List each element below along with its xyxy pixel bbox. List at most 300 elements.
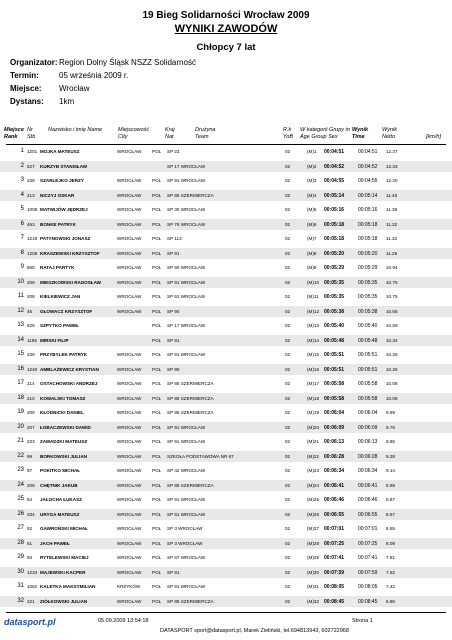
cell-rank: 24 (17, 481, 24, 488)
cell-city: WROCŁAW (117, 250, 142, 256)
cell-yob: 02 (285, 424, 291, 430)
col-netto-header: Wynik Netto (382, 127, 397, 140)
table-row (0, 175, 452, 186)
cell-speed: 10.06 (386, 381, 398, 386)
cell-bib: 625 (27, 323, 35, 328)
cell-speed: 7.81 (386, 555, 395, 560)
cell-team: SP 91 WROCŁAW (167, 178, 206, 183)
col-time-header: Wynik Time (352, 127, 369, 140)
cell-speed: 10.26 (386, 352, 398, 357)
cell-rank: 4 (20, 191, 24, 198)
cell-speed: 10.75 (386, 294, 398, 299)
cell-city: KRZYKÓW (117, 584, 141, 589)
cell-speed: 10.59 (386, 323, 398, 328)
cell-netto: 00:06:09 (358, 424, 378, 431)
cell-rank: 17 (17, 380, 24, 386)
cell-name: AMBLAŻEWICZ KRYSTIAN (40, 366, 99, 372)
cell-yob: 02 (285, 468, 291, 473)
cell-yob: 02 (285, 497, 291, 502)
cell-name: PRZYBYLEK PATRYK (40, 352, 88, 357)
table-row (0, 523, 452, 534)
table-row (0, 146, 452, 157)
table-row (0, 291, 452, 302)
cell-bib: 209 (27, 410, 35, 415)
cell-netto: 00:06:13 (358, 439, 378, 445)
cell-time: 00:05:35 (324, 294, 345, 300)
table-row (0, 596, 452, 607)
cell-time: 00:05:18 (324, 221, 345, 228)
cell-rank: 11 (17, 293, 24, 299)
table-row (0, 320, 452, 331)
cell-nat: POL (152, 236, 162, 241)
cell-yob: 02 (285, 439, 291, 444)
cell-time: 00:07:25 (324, 540, 345, 547)
cell-speed: 11.32 (386, 221, 398, 227)
cell-team: SP 67 WROCŁAW (167, 555, 206, 560)
cell-netto: 00:05:58 (358, 395, 378, 402)
cell-time: 00:08:05 (324, 584, 345, 590)
cell-netto: 00:05:51 (358, 366, 378, 373)
cell-team: SP 90 WROCŁAW (167, 265, 206, 270)
cell-cat: (M)12 (307, 308, 319, 314)
cell-netto: 00:04:55 (358, 178, 378, 184)
cell-city: WROCŁAW (117, 395, 142, 401)
cell-bib: 208 (27, 294, 35, 299)
table-row (0, 567, 452, 578)
cell-bib: 1195 (27, 337, 37, 343)
cell-team: SP 85 SZERMIERCZA (167, 395, 214, 401)
table-row (0, 509, 452, 520)
cell-cat: (M)10 (307, 279, 319, 285)
cell-bib: 51 (27, 540, 33, 546)
cell-time: 00:05:40 (324, 323, 345, 329)
cell-team: SP 91 WROCŁAW (167, 294, 206, 299)
cell-cat: (M)29 (307, 555, 319, 560)
cell-name: JAŁOCHA ŁUKASZ (40, 497, 82, 502)
cell-name: KURZYB STANISŁAW (40, 163, 88, 169)
cell-city: WROCŁAW (117, 468, 142, 473)
cell-team: SP 91 WROCŁAW (167, 424, 206, 430)
cell-netto: 00:05:40 (358, 323, 378, 329)
cell-name: URYGA MATEUSZ (40, 511, 80, 517)
cell-name: KIELKIEWICZ JAN (40, 294, 81, 299)
cell-speed: 8.09 (386, 540, 395, 546)
col-speed-header: [km/h] (426, 134, 441, 140)
cell-nat: POL (152, 337, 162, 343)
cell-netto: 00:06:34 (358, 468, 378, 474)
cell-cat: (M)1 (307, 149, 317, 154)
cell-city: WROCŁAW (117, 497, 142, 502)
cell-bib: 463 (27, 221, 35, 227)
cell-bib: 660 (27, 265, 35, 270)
cell-bib: 1218 (27, 236, 38, 241)
cell-yob: 02 (285, 526, 291, 531)
cell-cat: (M)2 (307, 163, 317, 169)
cell-time: 00:07:41 (324, 555, 345, 561)
cell-cat: (M)4 (307, 192, 317, 198)
cell-nat: POL (152, 453, 162, 459)
col-rank-header: Miejsce Rank (4, 127, 24, 140)
cell-bib: 1201 (27, 149, 38, 154)
table-row (0, 349, 452, 360)
cell-cat: (M)20 (307, 424, 319, 430)
place-label: Miejsce: (10, 84, 42, 93)
cell-nat: POL (152, 352, 162, 357)
cell-cat: (M)22 (307, 453, 319, 459)
cell-cat: (M)31 (307, 584, 319, 589)
cell-city: WROCŁAW (117, 192, 142, 198)
cell-name: NICZYJ OSKAR (40, 192, 75, 198)
cell-nat: POL (152, 555, 162, 560)
date-line (10, 71, 128, 80)
cell-nat: POL (152, 366, 162, 372)
cell-rank: 31 (17, 583, 24, 589)
cell-netto: 00:08:05 (358, 584, 378, 590)
cell-bib: 209 (27, 279, 35, 285)
cell-time: 00:06:34 (324, 468, 345, 474)
cell-bib: 233 (27, 439, 35, 444)
cell-bib: 46 (27, 308, 33, 314)
cell-city: WROCŁAW (117, 439, 142, 444)
place-value: Wrocław (59, 84, 90, 93)
cell-netto: 00:06:04 (358, 410, 378, 416)
cell-team: SP 17 WROCŁAW (167, 163, 206, 169)
table-row (0, 451, 452, 462)
cell-speed: 9.89 (386, 410, 395, 415)
cell-rank: 5 (20, 206, 24, 212)
cell-nat: POL (152, 207, 162, 212)
cell-yob: 02 (285, 352, 291, 357)
cell-city: WROCŁAW (117, 453, 142, 459)
cell-city: WROCŁAW (117, 598, 142, 604)
cell-rank: 15 (17, 351, 24, 357)
cell-speed: 10.26 (386, 366, 398, 372)
cell-rank: 2 (20, 162, 24, 169)
cell-name: GŁOWACZ KRZYSZTOF (40, 308, 93, 314)
cell-cat: (M)24 (307, 482, 319, 488)
cell-yob: 02 (285, 221, 291, 227)
cell-time: 00:05:48 (324, 337, 345, 344)
cell-name: ZIÓŁKOWSKI JULIAN (40, 598, 88, 604)
organizer-value: Region Dolny Śląsk NSZZ Solidarność (59, 58, 196, 67)
cell-bib: 210 (27, 395, 35, 401)
cell-rank: 14 (17, 336, 24, 343)
cell-nat: POL (152, 569, 162, 575)
footer-divider (6, 612, 446, 613)
cell-city: WROCŁAW (117, 366, 142, 372)
cell-netto: 00:06:28 (358, 453, 378, 460)
cell-nat: POL (152, 439, 162, 444)
cell-time: 00:04:51 (324, 149, 345, 155)
cell-speed: 10.34 (386, 337, 398, 343)
cell-name: MAJEWSKI KACPER (40, 569, 86, 575)
cell-team: SP 23 (167, 149, 180, 154)
cell-team: SP 17 WROCŁAW (167, 323, 206, 328)
col-city-header: Miejscowość City (118, 127, 150, 140)
cell-yob: 02 (285, 584, 291, 589)
cell-time: 00:07:01 (324, 526, 345, 532)
cell-speed: 7.42 (386, 584, 395, 589)
cell-bib: 1008 (27, 207, 38, 212)
cell-name: SZARLEJKO JERZY (40, 178, 84, 183)
distance-value: 1km (59, 97, 75, 106)
cell-yob: 02 (285, 236, 291, 241)
cell-yob: 02 (285, 555, 291, 560)
cell-yob: 02 (285, 308, 291, 314)
cell-yob: 02 (285, 149, 291, 154)
cell-name: CHĘTNIK JAKUB (40, 482, 78, 488)
cell-cat: (M)14 (307, 337, 319, 343)
place-line (10, 84, 90, 93)
cell-team: SP 85 SZERMIERCZA (167, 381, 214, 386)
cell-netto: 00:05:14 (358, 192, 378, 199)
cell-cat: (M)16 (307, 366, 319, 372)
cell-speed: 10.75 (386, 279, 398, 285)
cell-time: 00:05:58 (324, 381, 345, 387)
cell-team: SP 91 (167, 250, 180, 256)
cell-team: SP 91 (167, 337, 180, 343)
cell-rank: 22 (17, 452, 24, 459)
cell-cat: (M)8 (307, 250, 317, 256)
cell-bib: 236 (27, 178, 35, 183)
logo-text: datasport.pl (4, 617, 56, 627)
cell-speed: 11.46 (386, 192, 398, 198)
cell-speed: 8.67 (386, 511, 395, 517)
cell-time: 00:06:13 (324, 439, 345, 445)
cell-yob: 02 (285, 207, 291, 212)
cell-rank: 16 (17, 365, 24, 372)
cell-nat: POL (152, 323, 162, 328)
table-row (0, 378, 452, 389)
cell-netto: 00:07:41 (358, 555, 378, 561)
cell-time: 00:07:59 (324, 569, 345, 576)
cell-netto: 00:05:38 (358, 308, 378, 315)
cell-netto: 00:07:01 (358, 526, 378, 532)
cell-time: 00:05:20 (324, 250, 345, 257)
cell-rank: 3 (20, 177, 24, 183)
cell-nat: POL (152, 221, 162, 227)
cell-cat: (M)7 (307, 236, 317, 241)
event-title: 19 Bieg Solidarności Wrocław 2009 (142, 10, 310, 21)
cell-name: KRASZEWSKI KRZYSZTOF (40, 250, 100, 256)
cell-time: 00:06:41 (324, 482, 345, 489)
cell-rank: 26 (17, 510, 24, 517)
cell-time: 00:05:29 (324, 265, 345, 271)
cell-speed: 6.86 (386, 598, 395, 604)
cell-yob: 02 (285, 192, 291, 198)
cell-name: KALETKA MAKSYMILIAN (40, 584, 96, 589)
cell-speed: 11.32 (386, 236, 398, 241)
cell-city: WROCŁAW (117, 207, 142, 212)
cell-city: WROCŁAW (117, 294, 142, 299)
cell-bib: 214 (27, 381, 35, 386)
table-row (0, 552, 452, 563)
cell-yob: 02 (285, 279, 291, 285)
cell-city: WROCŁAW (117, 236, 142, 241)
cell-time: 00:05:14 (324, 192, 345, 199)
cell-cat: (M)30 (307, 569, 319, 575)
cell-speed: 12.37 (386, 149, 398, 154)
cell-bib: 207 (27, 424, 35, 430)
cell-nat: POL (152, 395, 162, 401)
cell-name: PATYNOWSKI JONASZ (40, 236, 91, 241)
cell-time: 00:06:04 (324, 410, 345, 416)
cell-cat: (M)3 (307, 178, 317, 183)
cell-city: WROCŁAW (117, 511, 142, 517)
cell-yob: 02 (285, 366, 291, 372)
distance-label: Dystans: (10, 97, 44, 106)
distance-line (10, 97, 74, 106)
cell-cat: (M)28 (307, 540, 319, 546)
cell-yob: 02 (285, 395, 291, 401)
cell-speed: 9.28 (386, 453, 395, 459)
cell-speed: 11.39 (386, 207, 398, 212)
cell-speed: 10.65 (386, 308, 398, 314)
datasport-logo (4, 617, 56, 633)
cell-name: KŁODNICKI DANIEL (40, 410, 84, 415)
date-label: Termin: (10, 71, 39, 80)
cell-nat: POL (152, 294, 162, 299)
cell-cat: (M)17 (307, 381, 319, 386)
table-row (0, 204, 452, 215)
cell-rank: 19 (17, 409, 24, 415)
cell-speed: 8.87 (386, 497, 395, 502)
cell-speed: 9.14 (386, 468, 395, 473)
col-yob-header: R.k YoB (283, 127, 294, 140)
cell-netto: 00:05:51 (358, 352, 378, 358)
cell-netto: 00:05:35 (358, 279, 378, 286)
cell-rank: 27 (17, 525, 24, 531)
cell-nat: POL (152, 410, 162, 415)
cell-name: GAWROŃSKI MICHAŁ (40, 526, 88, 531)
cell-cat: (M)6 (307, 221, 317, 227)
cell-time: 00:06:46 (324, 497, 345, 503)
cell-yob: 02 (285, 178, 291, 183)
cell-netto: 00:05:18 (358, 236, 378, 242)
cell-cat: (M)25 (307, 497, 319, 502)
cell-time: 00:05:51 (324, 352, 345, 358)
cell-team: SP 91 WROCŁAW (167, 279, 206, 285)
cell-name: KOWALSKI TOMASZ (40, 395, 86, 401)
organizer-line (10, 58, 196, 67)
cell-rank: 13 (17, 322, 24, 328)
cell-nat: POL (152, 265, 162, 270)
cell-bib: 1205 (27, 250, 38, 256)
col-name-header: Nazwisko i imię Name (48, 127, 103, 133)
cell-team: SP 3 WROCŁAW (167, 540, 203, 546)
table-row (0, 364, 452, 375)
table-row (0, 422, 452, 433)
cell-name: OSTACHOWSKI ANDRZEJ (40, 381, 98, 386)
table-row (0, 436, 452, 447)
cell-time: 00:05:18 (324, 236, 345, 242)
cell-team: SP 61 WROCŁAW (167, 511, 206, 517)
table-row (0, 407, 452, 418)
cell-bib: 94 (27, 555, 33, 560)
table-row (0, 494, 452, 505)
cell-team: SP 91 WROCŁAW (167, 497, 206, 502)
cell-rank: 8 (20, 249, 24, 256)
cell-time: 00:06:09 (324, 424, 345, 431)
cell-city: WROCŁAW (117, 526, 142, 531)
cell-city: WROCŁAW (117, 149, 142, 154)
header-divider (6, 144, 446, 145)
cell-bib: 64 (27, 497, 33, 502)
cell-bib: 52 (27, 526, 33, 531)
cell-city: WROCŁAW (117, 410, 142, 415)
cell-team: SP 90 (167, 366, 180, 372)
cell-yob: 02 (285, 410, 291, 415)
cell-rank: 29 (17, 554, 24, 560)
cell-speed: 10.94 (386, 265, 398, 270)
cell-rank: 21 (17, 438, 24, 444)
cell-speed: 10.06 (386, 395, 398, 401)
cell-name: JACH PAWEŁ (40, 540, 70, 546)
cell-nat: POL (152, 178, 162, 183)
cell-rank: 7 (20, 235, 24, 241)
cell-yob: 02 (285, 265, 291, 270)
cell-netto: 00:08:45 (358, 598, 378, 605)
cell-city: WROCŁAW (117, 482, 142, 488)
cell-speed: 12.20 (386, 178, 398, 183)
table-row (0, 335, 452, 346)
cell-yob: 02 (285, 163, 291, 169)
cell-cat: (M)26 (307, 511, 319, 517)
cell-nat: POL (152, 468, 162, 473)
cell-name: SZPYTKO PAWEŁ (40, 323, 79, 328)
cell-name: POKITKO MICHAŁ (40, 468, 81, 473)
cell-nat: POL (152, 381, 162, 386)
cell-city: WROCŁAW (117, 279, 142, 285)
cell-netto: 00:07:59 (358, 569, 378, 576)
cell-rank: 9 (20, 264, 24, 270)
cell-name: ZAWADZKI MATEUSZ (40, 439, 88, 444)
table-row (0, 393, 452, 404)
col-team-header: Drużyna Team (195, 127, 216, 140)
cell-nat: POL (152, 540, 162, 546)
cell-team: SP 42 WROCŁAW (167, 468, 206, 473)
cell-time: 00:05:38 (324, 308, 345, 315)
cell-team: SP 85 SZERMIERCZA (167, 598, 214, 604)
cell-bib: 1240 (27, 366, 38, 372)
cell-city: WROCŁAW (117, 569, 142, 575)
table-row (0, 538, 452, 549)
cell-cat: (M)11 (307, 294, 319, 299)
cell-nat: POL (152, 598, 162, 604)
cell-bib: 99 (27, 453, 33, 459)
cell-rank: 10 (17, 278, 24, 285)
col-nat-header: Kraj Nat (165, 127, 175, 140)
cell-team: SP 113 (167, 236, 182, 241)
cell-yob: 02 (285, 453, 291, 459)
cell-yob: 02 (285, 511, 291, 517)
cell-time: 00:05:51 (324, 366, 345, 373)
cell-rank: 28 (17, 539, 24, 546)
cell-time: 00:05:16 (324, 207, 345, 213)
cell-yob: 02 (285, 381, 291, 386)
cell-nat: POL (152, 497, 162, 502)
cell-time: 00:05:35 (324, 279, 345, 286)
table-row (0, 219, 452, 230)
contact-info: DATASPORT sport@datasport.pl, Marek Zieliński, tel.694813943, 602722968 (160, 628, 349, 634)
table-row (0, 277, 452, 288)
cell-city: WROCŁAW (117, 352, 142, 357)
cell-team: SP 91 (167, 569, 180, 575)
cell-yob: 02 (285, 569, 291, 575)
cell-netto: 00:05:16 (358, 207, 378, 213)
cell-yob: 02 (285, 323, 291, 328)
cell-nat: POL (152, 149, 162, 154)
